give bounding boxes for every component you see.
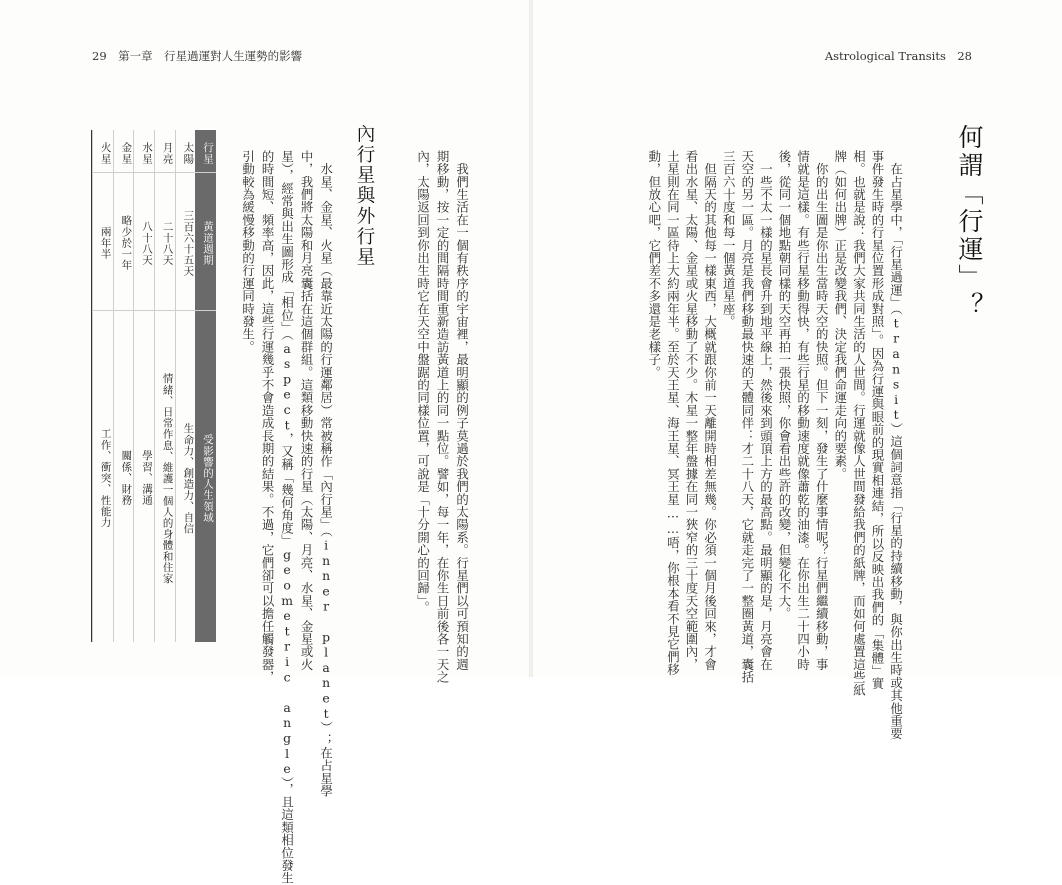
text-column: 水星、金星、火星（最靠近太陽的行運鄰居）常被稱作「內行星」（inner planet）；在占星學 xyxy=(318,150,334,798)
text-column: 牌（如何出牌）正是改變我們、決定我們命運走向的要素。 xyxy=(832,150,848,481)
table-cell: 八十八天 xyxy=(140,220,153,266)
text-column: 動，但放心吧，它們差不多還是老樣子。 xyxy=(646,150,662,379)
book-gutter xyxy=(529,0,533,677)
text-column: 土星則在同一區待上大約兩年半。至於天王星、海王星、冥王星……唔，你根本看不見它們移 xyxy=(665,150,681,676)
table-row xyxy=(154,130,176,642)
text-column: 引動較為緩慢移動的行運同時發生。 xyxy=(240,150,256,354)
text-column: 你的出生圖是你出生當時天空的快照。但下一刻，發生了什麼事情呢？行星們繼續移動，事 xyxy=(814,150,830,671)
text-column: 情就是這樣。有些行星移動得快，有些行星的移動速度就像蕭乾的油漆。在你出生二十四小時 xyxy=(795,150,811,671)
text-column: 但隔天的其他每一樣東西，大概就跟你前一天離開時相差無幾。你必須一個月後回來，才會 xyxy=(702,150,718,671)
table-row xyxy=(175,130,197,642)
table-header-cell: 行星 xyxy=(201,141,214,165)
text-column: 事件發生時的行星位置形成對照」。因為行運與眼前的現實相連結，所以反映出我們的「集體」實 xyxy=(869,150,885,690)
table-row xyxy=(133,130,155,642)
table-row xyxy=(92,130,114,642)
table-row xyxy=(113,130,135,642)
section2-title: 內行星與外行星 xyxy=(354,124,375,268)
text-column: 三百六十度和每一個黃道星座。 xyxy=(721,150,737,328)
planet-table xyxy=(91,130,216,642)
table-header-column xyxy=(195,130,216,642)
table-cell: 三百六十五天 xyxy=(182,209,195,277)
text-column: 在占星學中，「行星過運」（transit）這個詞意指「行星的持續移動，與你出生時或其他重要 xyxy=(888,150,904,740)
table-cell: 學習、溝通 xyxy=(140,450,153,506)
table-cell: 火星 xyxy=(99,141,112,165)
text-column: 看出水星、太陽、金星或火星移動了不少。木星一整年盤據在同一狹窄的三十度天空範圍內， xyxy=(683,150,699,671)
table-divider xyxy=(92,310,216,311)
section1-title: 何謂「行運」？ xyxy=(955,124,984,320)
text-column: 我們生活在一個有秩序的宇宙裡，最明顯的例子莫過於我們的太陽系。行星們以可預知的週 xyxy=(454,150,470,671)
table-cell: 略少於一年 xyxy=(120,215,133,271)
table-cell: 工作、衝突、性能力 xyxy=(99,428,112,528)
table-cell: 太陽 xyxy=(182,141,195,165)
table-cell: 兩年半 xyxy=(99,226,112,260)
text-column: 後，從同一個地點朝同樣的天空再拍一張快照，你會看出些許的改變，但變化不大。 xyxy=(776,150,792,620)
table-divider xyxy=(92,172,216,173)
text-column: 的時間短、頻率高，因此，這些行運幾乎不會造成長期的結果。不過，它們卻可以擔任觸發器， xyxy=(260,150,276,684)
table-cell: 金星 xyxy=(120,141,133,165)
text-column: 天空的另一區。月亮是我們移動最快速的天體同伴：才二十八天，它就走完了一整圈黃道，囊括 xyxy=(739,150,755,684)
table-header-cell: 黃道週期 xyxy=(201,220,214,266)
table-cell: 月亮 xyxy=(161,141,174,165)
table-header-cell: 受影響的人生領域 xyxy=(201,433,214,523)
text-column: 內，太陽返回到你出生時它在天空中盤踞的同樣位置，可說是「十分開心的回歸」。 xyxy=(415,150,431,614)
left-running-header: 29 第一章 行星過運對人生運勢的影響 xyxy=(92,49,303,63)
table-cell: 生命力、創造力、自信 xyxy=(182,422,195,534)
table-cell: 關係、財務 xyxy=(120,450,133,506)
right-running-header: Astrological Transits 28 xyxy=(824,49,972,63)
text-column: 相。也就是說：我們大家共同生活的人世間。行運就像人世間發給我們的紙牌，而如何處置這些紙 xyxy=(851,150,867,697)
text-column: 期移動，按一定的間隔時間重新造訪黃道上的同一點位。譬如，每一年，在你生日前後各一天之 xyxy=(435,150,451,684)
text-column: 星），經常與出生圖形成「相位」（aspect，又稱「幾何角度」geometric angle），且這類相位發生 xyxy=(279,150,295,885)
text-column: 中，我們將太陽和月亮囊括在這個群組。這類移動快速的行星（太陽、月亮、水星、金星或火 xyxy=(299,150,315,671)
text-column: 一些不太一樣的星長會升到地平線上，然後來到頭頂上方的最高點。最明顯的是，月亮會在 xyxy=(758,150,774,671)
table-cell: 情緒、日常作息、維護一個人的身體和住家 xyxy=(161,372,174,584)
table-cell: 二十八天 xyxy=(161,220,174,266)
table-cell: 水星 xyxy=(140,141,153,165)
